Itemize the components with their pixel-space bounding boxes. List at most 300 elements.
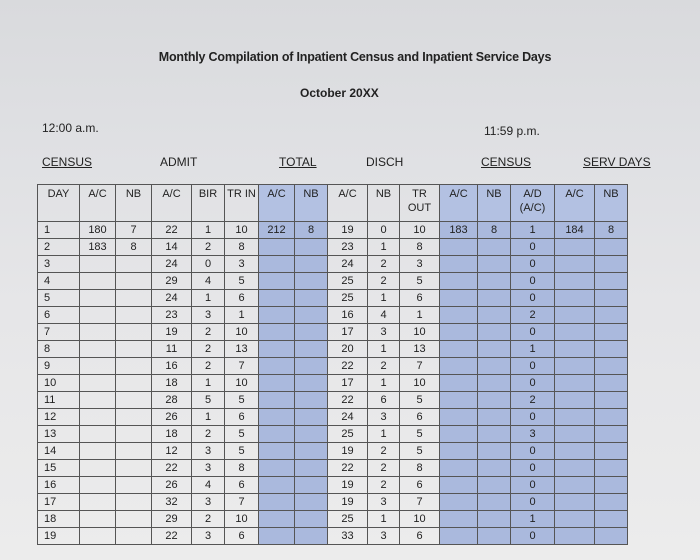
census-table <box>37 184 628 545</box>
table-row <box>38 273 628 290</box>
table-cell: 2 <box>368 358 400 375</box>
table-cell <box>116 477 152 494</box>
table-cell: 2 <box>38 239 80 256</box>
table-cell <box>80 511 116 528</box>
table-cell <box>440 290 478 307</box>
table-cell: 8 <box>295 222 328 239</box>
table-cell <box>80 477 116 494</box>
census-right-header: CENSUS <box>481 155 532 169</box>
table-cell <box>440 528 478 545</box>
column-header: NB <box>295 185 328 222</box>
table-cell <box>555 392 595 409</box>
serv-days-header: SERV DAYS <box>583 155 651 169</box>
table-cell <box>259 239 295 256</box>
table-cell: 0 <box>511 324 555 341</box>
table-row <box>38 426 628 443</box>
table-cell <box>116 256 152 273</box>
table-cell: 1 <box>368 426 400 443</box>
table-cell <box>555 273 595 290</box>
table-cell: 0 <box>511 409 555 426</box>
table-cell <box>116 528 152 545</box>
table-cell: 1 <box>511 511 555 528</box>
table-cell: 29 <box>152 511 192 528</box>
table-cell: 12 <box>38 409 80 426</box>
table-cell: 8 <box>478 222 511 239</box>
table-cell <box>478 511 511 528</box>
table-cell <box>478 494 511 511</box>
table-cell: 15 <box>38 460 80 477</box>
table-cell <box>259 477 295 494</box>
table-body <box>38 222 628 545</box>
table-cell: 5 <box>225 443 259 460</box>
table-cell: 6 <box>38 307 80 324</box>
table-cell <box>440 375 478 392</box>
table-cell <box>259 511 295 528</box>
table-cell: 13 <box>38 426 80 443</box>
table-cell <box>80 341 116 358</box>
table-cell <box>595 528 628 545</box>
table-cell: 3 <box>400 256 440 273</box>
table-row <box>38 443 628 460</box>
table-cell: 1 <box>368 239 400 256</box>
table-cell <box>259 443 295 460</box>
table-cell <box>295 341 328 358</box>
column-header: A/C <box>152 185 192 222</box>
table-cell: 19 <box>328 494 368 511</box>
table-cell: 18 <box>152 375 192 392</box>
table-cell: 212 <box>259 222 295 239</box>
table-cell: 3 <box>192 528 225 545</box>
table-cell <box>295 358 328 375</box>
column-header: A/C <box>440 185 478 222</box>
table-cell: 14 <box>152 239 192 256</box>
table-cell: 0 <box>511 460 555 477</box>
table-cell: 7 <box>116 222 152 239</box>
table-cell <box>80 358 116 375</box>
table-cell <box>259 375 295 392</box>
report-title: Monthly Compilation of Inpatient Census and Inpatient Service Days <box>158 50 552 64</box>
table-cell <box>259 494 295 511</box>
column-header: A/C <box>555 185 595 222</box>
table-cell <box>595 239 628 256</box>
table-cell <box>80 256 116 273</box>
table-cell: 1 <box>368 375 400 392</box>
table-cell <box>259 409 295 426</box>
total-header: TOTAL <box>279 155 317 169</box>
table-cell <box>116 511 152 528</box>
admit-header: ADMIT <box>160 155 198 169</box>
table-cell <box>295 273 328 290</box>
table-cell <box>116 273 152 290</box>
table-cell <box>80 375 116 392</box>
table-cell <box>595 375 628 392</box>
table-cell <box>259 341 295 358</box>
table-cell <box>295 307 328 324</box>
table-cell: 3 <box>368 409 400 426</box>
table-cell: 24 <box>152 256 192 273</box>
table-cell: 184 <box>555 222 595 239</box>
table-cell: 1 <box>192 409 225 426</box>
table-cell: 19 <box>328 222 368 239</box>
table-cell: 25 <box>328 290 368 307</box>
table-cell: 5 <box>400 426 440 443</box>
table-cell <box>116 426 152 443</box>
table-cell <box>478 477 511 494</box>
table-cell: 22 <box>152 528 192 545</box>
table-cell <box>259 307 295 324</box>
column-header: NB <box>595 185 628 222</box>
table-cell: 10 <box>225 375 259 392</box>
table-cell: 4 <box>38 273 80 290</box>
table-cell: 22 <box>328 392 368 409</box>
table-cell <box>259 392 295 409</box>
table-cell: 0 <box>511 273 555 290</box>
table-cell: 1 <box>368 341 400 358</box>
table-cell: 32 <box>152 494 192 511</box>
table-cell <box>259 426 295 443</box>
table-cell <box>478 409 511 426</box>
table-row <box>38 409 628 426</box>
column-header: A/D (A/C) <box>511 185 555 222</box>
table-cell: 180 <box>80 222 116 239</box>
table-cell: 1 <box>511 341 555 358</box>
table-cell <box>295 290 328 307</box>
table-cell <box>259 324 295 341</box>
column-header: TR OUT <box>400 185 440 222</box>
table-cell: 1 <box>511 222 555 239</box>
table-cell <box>478 460 511 477</box>
table-cell <box>440 443 478 460</box>
table-cell <box>478 528 511 545</box>
table-cell: 5 <box>225 426 259 443</box>
table-cell: 1 <box>192 375 225 392</box>
table-row <box>38 460 628 477</box>
table-cell: 18 <box>38 511 80 528</box>
table-cell <box>440 324 478 341</box>
table-cell: 3 <box>38 256 80 273</box>
table-cell: 28 <box>152 392 192 409</box>
table-cell <box>595 256 628 273</box>
table-cell: 3 <box>192 307 225 324</box>
table-cell: 2 <box>368 273 400 290</box>
table-cell: 5 <box>38 290 80 307</box>
table-cell <box>595 511 628 528</box>
table-cell: 5 <box>400 273 440 290</box>
table-cell <box>295 324 328 341</box>
table-cell <box>595 392 628 409</box>
table-cell: 6 <box>225 290 259 307</box>
table-cell <box>116 443 152 460</box>
table-cell <box>80 460 116 477</box>
table-cell <box>440 256 478 273</box>
table-cell: 6 <box>400 409 440 426</box>
table-cell <box>80 443 116 460</box>
table-cell: 22 <box>328 460 368 477</box>
table-cell: 10 <box>38 375 80 392</box>
table-cell: 2 <box>511 307 555 324</box>
table-cell <box>555 358 595 375</box>
table-cell: 0 <box>511 375 555 392</box>
table-cell <box>259 528 295 545</box>
table-cell: 11 <box>152 341 192 358</box>
table-cell: 19 <box>328 443 368 460</box>
table-cell <box>555 426 595 443</box>
table-cell: 8 <box>400 460 440 477</box>
table-cell: 22 <box>152 222 192 239</box>
table-cell <box>295 443 328 460</box>
table-cell: 0 <box>511 477 555 494</box>
census-left-header: CENSUS <box>42 155 93 169</box>
table-cell <box>116 460 152 477</box>
table-cell <box>555 511 595 528</box>
table-cell: 2 <box>192 426 225 443</box>
table-cell <box>116 341 152 358</box>
table-cell: 10 <box>400 324 440 341</box>
table-cell <box>80 324 116 341</box>
table-cell <box>259 460 295 477</box>
table-cell <box>595 307 628 324</box>
table-cell: 20 <box>328 341 368 358</box>
table-cell <box>440 494 478 511</box>
table-cell <box>295 528 328 545</box>
column-header: A/C <box>328 185 368 222</box>
table-row <box>38 290 628 307</box>
table-cell: 2 <box>192 358 225 375</box>
table-cell: 2 <box>368 460 400 477</box>
table-cell: 8 <box>225 460 259 477</box>
table-cell: 3 <box>192 443 225 460</box>
table-cell <box>595 443 628 460</box>
table-cell: 7 <box>400 494 440 511</box>
table-cell <box>440 477 478 494</box>
table-row <box>38 511 628 528</box>
table-cell <box>555 443 595 460</box>
table-cell <box>555 494 595 511</box>
table-cell <box>595 290 628 307</box>
table-cell: 1 <box>192 222 225 239</box>
table-cell <box>116 358 152 375</box>
table-cell <box>80 494 116 511</box>
table-cell <box>595 409 628 426</box>
table-cell <box>440 460 478 477</box>
table-cell: 183 <box>440 222 478 239</box>
table-cell <box>259 256 295 273</box>
table-cell: 1 <box>368 290 400 307</box>
table-cell <box>116 494 152 511</box>
report-month: October 20XX <box>300 86 379 100</box>
table-cell: 7 <box>38 324 80 341</box>
table-cell <box>595 426 628 443</box>
table-row <box>38 341 628 358</box>
table-cell <box>80 392 116 409</box>
table-cell: 3 <box>368 528 400 545</box>
table-cell <box>259 358 295 375</box>
table-cell <box>80 307 116 324</box>
table-cell: 23 <box>328 239 368 256</box>
table-cell: 1 <box>192 290 225 307</box>
table-cell <box>80 426 116 443</box>
table-cell <box>478 392 511 409</box>
table-cell <box>595 477 628 494</box>
column-header: BIR <box>192 185 225 222</box>
table-cell <box>259 290 295 307</box>
table-cell <box>478 307 511 324</box>
table-cell <box>595 324 628 341</box>
table-cell <box>440 511 478 528</box>
table-cell: 23 <box>152 307 192 324</box>
table-cell <box>555 324 595 341</box>
table-cell: 1 <box>225 307 259 324</box>
table-cell: 25 <box>328 426 368 443</box>
table-row <box>38 477 628 494</box>
table-cell: 8 <box>400 239 440 256</box>
table-cell: 5 <box>225 273 259 290</box>
table-cell: 7 <box>400 358 440 375</box>
table-cell: 22 <box>328 358 368 375</box>
table-cell <box>80 528 116 545</box>
table-cell: 33 <box>328 528 368 545</box>
table-cell <box>295 426 328 443</box>
table-cell <box>555 307 595 324</box>
table-cell: 25 <box>328 511 368 528</box>
table-row <box>38 256 628 273</box>
table-cell <box>555 290 595 307</box>
table-row <box>38 307 628 324</box>
column-header: NB <box>478 185 511 222</box>
table-cell: 8 <box>38 341 80 358</box>
table-cell <box>295 460 328 477</box>
table-cell: 7 <box>225 494 259 511</box>
table-cell <box>478 290 511 307</box>
table-cell: 8 <box>116 239 152 256</box>
table-cell: 4 <box>192 477 225 494</box>
table-cell <box>440 409 478 426</box>
table-cell: 10 <box>225 324 259 341</box>
table-cell <box>116 409 152 426</box>
table-cell: 19 <box>328 477 368 494</box>
table-cell: 1 <box>400 307 440 324</box>
table-cell <box>440 426 478 443</box>
table-cell: 2 <box>192 341 225 358</box>
table-cell <box>116 392 152 409</box>
table-cell: 0 <box>368 222 400 239</box>
table-cell: 25 <box>328 273 368 290</box>
table-cell <box>478 324 511 341</box>
table-cell: 4 <box>192 273 225 290</box>
table-cell: 10 <box>225 511 259 528</box>
table-cell <box>295 494 328 511</box>
table-cell: 0 <box>511 358 555 375</box>
table-cell: 17 <box>328 375 368 392</box>
table-row <box>38 324 628 341</box>
time-end: 11:59 p.m. <box>484 124 540 138</box>
table-cell: 1 <box>368 511 400 528</box>
column-header: DAY <box>38 185 80 222</box>
table-header-row <box>38 185 628 222</box>
table-cell: 22 <box>152 460 192 477</box>
table-cell: 13 <box>400 341 440 358</box>
column-header: A/C <box>259 185 295 222</box>
table-cell: 6 <box>225 477 259 494</box>
table-cell: 16 <box>38 477 80 494</box>
disch-header: DISCH <box>366 155 404 169</box>
table-cell <box>478 443 511 460</box>
table-cell: 14 <box>38 443 80 460</box>
table-row <box>38 222 628 239</box>
table-cell <box>440 239 478 256</box>
table-cell: 18 <box>152 426 192 443</box>
table-cell <box>595 273 628 290</box>
table-cell: 0 <box>511 256 555 273</box>
table-cell: 6 <box>400 290 440 307</box>
table-cell: 16 <box>152 358 192 375</box>
table-cell <box>295 392 328 409</box>
column-header: NB <box>116 185 152 222</box>
table-cell: 10 <box>225 222 259 239</box>
table-cell <box>478 256 511 273</box>
table-cell <box>478 358 511 375</box>
table-cell <box>595 341 628 358</box>
table-cell: 2 <box>368 443 400 460</box>
table-cell <box>295 375 328 392</box>
table-cell <box>555 341 595 358</box>
table-cell: 10 <box>400 375 440 392</box>
table-cell <box>116 307 152 324</box>
column-header: TR IN <box>225 185 259 222</box>
table-cell: 11 <box>38 392 80 409</box>
table-cell: 6 <box>400 528 440 545</box>
table-cell: 16 <box>328 307 368 324</box>
table-cell <box>440 341 478 358</box>
table-cell: 10 <box>400 222 440 239</box>
table-cell: 2 <box>368 477 400 494</box>
table-row <box>38 528 628 545</box>
table-cell: 5 <box>225 392 259 409</box>
table-cell: 5 <box>400 443 440 460</box>
table-cell: 5 <box>192 392 225 409</box>
table-cell <box>440 273 478 290</box>
table-cell <box>295 256 328 273</box>
table-cell: 8 <box>595 222 628 239</box>
table-cell <box>595 494 628 511</box>
table-cell: 7 <box>225 358 259 375</box>
table-cell: 0 <box>192 256 225 273</box>
table-cell <box>440 307 478 324</box>
table-cell: 0 <box>511 443 555 460</box>
table-cell <box>555 239 595 256</box>
table-cell <box>295 409 328 426</box>
table-cell: 3 <box>192 460 225 477</box>
table-cell <box>478 273 511 290</box>
table-cell: 3 <box>368 324 400 341</box>
table-cell: 2 <box>192 239 225 256</box>
table-cell: 12 <box>152 443 192 460</box>
table-cell: 3 <box>511 426 555 443</box>
table-cell: 0 <box>511 528 555 545</box>
table-row <box>38 392 628 409</box>
table-cell <box>80 290 116 307</box>
table-cell: 183 <box>80 239 116 256</box>
column-header: A/C <box>80 185 116 222</box>
table-cell: 19 <box>38 528 80 545</box>
table-cell: 26 <box>152 409 192 426</box>
table-cell: 8 <box>225 239 259 256</box>
table-row <box>38 239 628 256</box>
table-cell: 2 <box>192 511 225 528</box>
table-cell <box>116 375 152 392</box>
table-cell: 9 <box>38 358 80 375</box>
table-cell: 3 <box>192 494 225 511</box>
